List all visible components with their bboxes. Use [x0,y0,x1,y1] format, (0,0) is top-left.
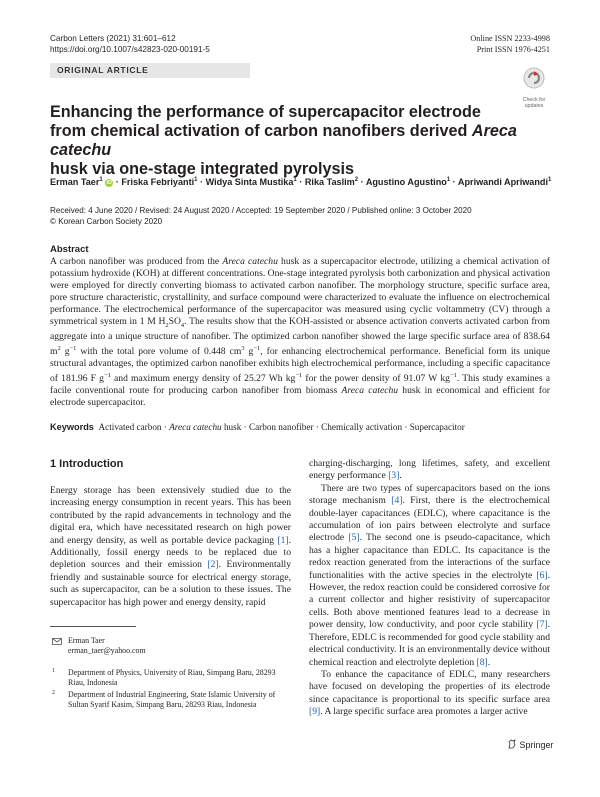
superscript: −1 [253,345,261,353]
citation-link[interactable]: [3] [388,470,400,482]
issn-print: Print ISSN 1976-4251 [476,45,550,54]
copyright-line: © Korean Carbon Society 2020 [50,216,163,226]
superscript: −1 [449,372,457,380]
right-column-text [309,458,550,719]
affiliation-text: Department of Physics, University of Riau, Simpang Baru, 28293 Riau, Indonesia [68,668,276,688]
body-text: charging-discharging, long lifetimes, safety, and excellent energy performance [309,458,550,482]
body-text: . Therefore, EDLC is recommended for good cycle stability and electrical conductivity. It is an environmentally device without chemical reaction and electrolyte depletion [309,619,550,668]
body-text: . The second one is pseudo-capacitance, which has a higher capacitance than EDLC. Its capacitance is the redox reaction generated from the interactions of the surface functionalities with the active species in the electrolyte [309,532,550,581]
affiliation-1 [50,668,290,689]
article-dates [50,206,550,227]
citation-link[interactable]: [5] [348,532,360,544]
author-affiliation: 1 [194,176,198,183]
keywords [50,421,550,433]
orcid-icon[interactable]: iD [106,180,112,186]
superscript: 3 [241,345,245,353]
citation-link[interactable]: [8] [476,656,488,668]
title-line-1: Enhancing the performance of supercapacitor electrode [50,103,481,121]
citation-link[interactable]: [9] [309,706,321,718]
citation-link[interactable]: [7] [536,619,548,631]
history-dates: Received: 4 June 2020 / Revised: 24 August 2020 / Accepted: 19 September 2020 / Published online: 3 October 2020 [50,206,472,215]
abstract-text: SO [168,315,181,327]
abstract-text: g [244,346,254,358]
affiliation-2 [50,690,290,711]
abstract-body [50,256,550,409]
author-affiliation: 1 [548,176,552,183]
author-separator: · [197,177,206,187]
superscript: −1 [295,372,303,380]
author-separator: · [358,177,366,187]
body-text: Energy storage has been extensively studied due to the increasing energy consumption in recent years. This has been contributed by the rapid advancements in technology and the digital era, which have necessitated research on high power and energy density, as well as portable device packaging [50,485,291,546]
doi-link[interactable]: https://doi.org/10.1007/s42823-020-00191-5 [50,45,210,54]
keyword-text: Activated carbon · [98,422,170,432]
body-text: . [399,470,402,482]
abstract-text: . This study examines a facile conventional route for producing carbon nanofiber from biomass [50,373,551,397]
body-text: . A large specific surface area promotes a larger active [320,706,528,718]
section-heading-introduction: 1 Introduction [50,458,124,470]
citation-link[interactable]: [1] [277,534,289,546]
author-affiliation: 2 [354,176,359,183]
abstract-text: g [60,346,70,358]
superscript: −1 [69,345,77,353]
journal-citation: Carbon Letters (2021) 31:601–612 [50,34,176,43]
author-name[interactable]: Widya Sinta Mustika [205,177,294,187]
author-name[interactable]: Friska Febriyanti [121,177,195,187]
author-separator: · [296,177,305,187]
author-list [50,176,570,188]
subscript: 2 [165,321,169,329]
envelope-icon [52,638,62,645]
subscript: 4 [180,321,185,329]
body-text: . Environmentally friendly and sustainable source for electrical energy storage, such as supercapacitor, can be a solution to these issues. The supercapacitor has high power and energy density, rapid [50,559,292,608]
keyword-text: husk · Carbon nanofiber · Chemically activation · Supercapacitor [221,422,465,432]
author-name[interactable]: Rika Taslim [304,177,355,187]
corresponding-author [50,636,290,657]
author-name[interactable]: Apriwandi Apriwandi [457,177,549,187]
abstract-heading: Abstract [50,244,89,255]
corresponding-author-email[interactable]: erman_taer@yahoo.com [68,646,146,656]
affiliation-text: Department of Industrial Engineering, State Islamic University of Sultan Syarif Kasim, Simpang Baru, 28293 Riau, Indonesia [68,690,276,710]
citation-link[interactable]: [2] [207,559,219,571]
abstract-species: Areca catechu [222,256,278,267]
body-text: . However, the redox reaction could be considered corrosive for a current collector and higher resistivity of supercapacitor cells. Both above mentioned features lead to a decrease in power density, low conductivity, and poor cycle stability [309,569,550,631]
author-name[interactable]: Agustino Agustino [365,177,447,187]
body-text: . Additionally, fossil energy needs to be replaced due to depletion sources and their emission [50,534,291,571]
article-type-text: ORIGINAL ARTICLE [57,65,149,75]
abstract-text: husk in economical and efficient for electrode supercapacitor. [50,385,550,409]
abstract-text: A carbon nanofiber was produced from the [50,256,223,267]
author-separator: · [450,177,458,187]
body-text: There are two types of supercapacitors based on the ions storage mechanism [309,482,550,507]
abstract-text: for the power density of 91.07 W kg [302,373,450,385]
abstract-text: . The results show that the KOH-assisted or absence activation converts activated carbon from aggregate into a unique structure of nanofiber. The optimized carbon nanofiber showed the large specific surface area of 838.64 m [50,315,550,358]
abstract-species: Areca catechu [341,385,399,397]
article-title [50,103,520,179]
publisher-logo [507,739,554,750]
affiliation-number: 1 [52,668,55,674]
body-text: To enhance the capacitance of EDLC, many researchers have focused on developing the properties of its electrode since capacitance is proportional to its specific surface area [309,668,550,705]
badge-line2: updates [524,103,544,109]
check-for-updates-badge[interactable] [517,66,551,109]
check-updates-icon [517,66,551,92]
affiliation-number: 2 [52,690,55,696]
keywords-label: Keywords [50,422,94,432]
body-text: . [487,656,491,668]
issn-online: Online ISSN 2233-4998 [470,34,550,43]
citation-link[interactable]: [4] [391,495,403,507]
citation-link[interactable]: [6] [536,569,548,581]
author-affiliation: 1 [293,176,297,183]
footnote-divider [50,626,136,627]
title-species: Areca catechu [50,122,517,159]
badge-line1: Check for [522,97,546,103]
left-column-text [50,485,291,609]
abstract-text: and maximum energy density of 25.27 Wh kg [110,373,296,385]
title-line-3: husk via one-stage integrated pyrolysis [50,160,355,178]
author-name[interactable]: Erman Taer [50,177,100,187]
title-line-2: from chemical activation of carbon nanofibers derived [50,122,472,140]
author-separator: · [113,177,122,187]
superscript: 2 [57,345,61,353]
abstract-text: with the total pore volume of 0.448 cm [76,346,242,358]
corresponding-author-name: Erman Taer [68,636,105,645]
abstract-text: , for enhancing electrochemical performance. Beneficial form its unique structural advantages, the optimized carbon nanofiber exhibits high electrochemical performance, including a specific capacitance of 181.96 F g [50,346,551,385]
author-affiliation: 1 [99,176,103,183]
springer-horse-icon [507,739,517,749]
superscript: −1 [103,372,111,380]
author-affiliation: 1 [446,176,451,183]
keyword-species: Areca catechu [169,422,222,432]
publisher-name: Springer [519,740,554,750]
abstract-text: husk as a supercapacitor electrode, utilizing a chemical activation of potassium hydroxide (KOH) at different concentrations. One-stage integrated pyrolysis both carbonization and physical activation were employed for directly converting biomass to activated carbon nanofiber. The morphology structure, specific surface area, pore structure characteristic, crystallinity, and surface compound were characterized to evaluate the influence on electrochemical performance. The electrochemical performance of the supercapacitor was measured using cyclic voltammetry (CV) through a symmetrical system in 1 M H [50,256,550,327]
body-text: . First, there is the electrochemical double-layer capacitances (EDLC), where capacitance is the accumulation of ion pairs between electrolyte and surface electrode [309,495,550,544]
article-type-label [50,63,250,78]
